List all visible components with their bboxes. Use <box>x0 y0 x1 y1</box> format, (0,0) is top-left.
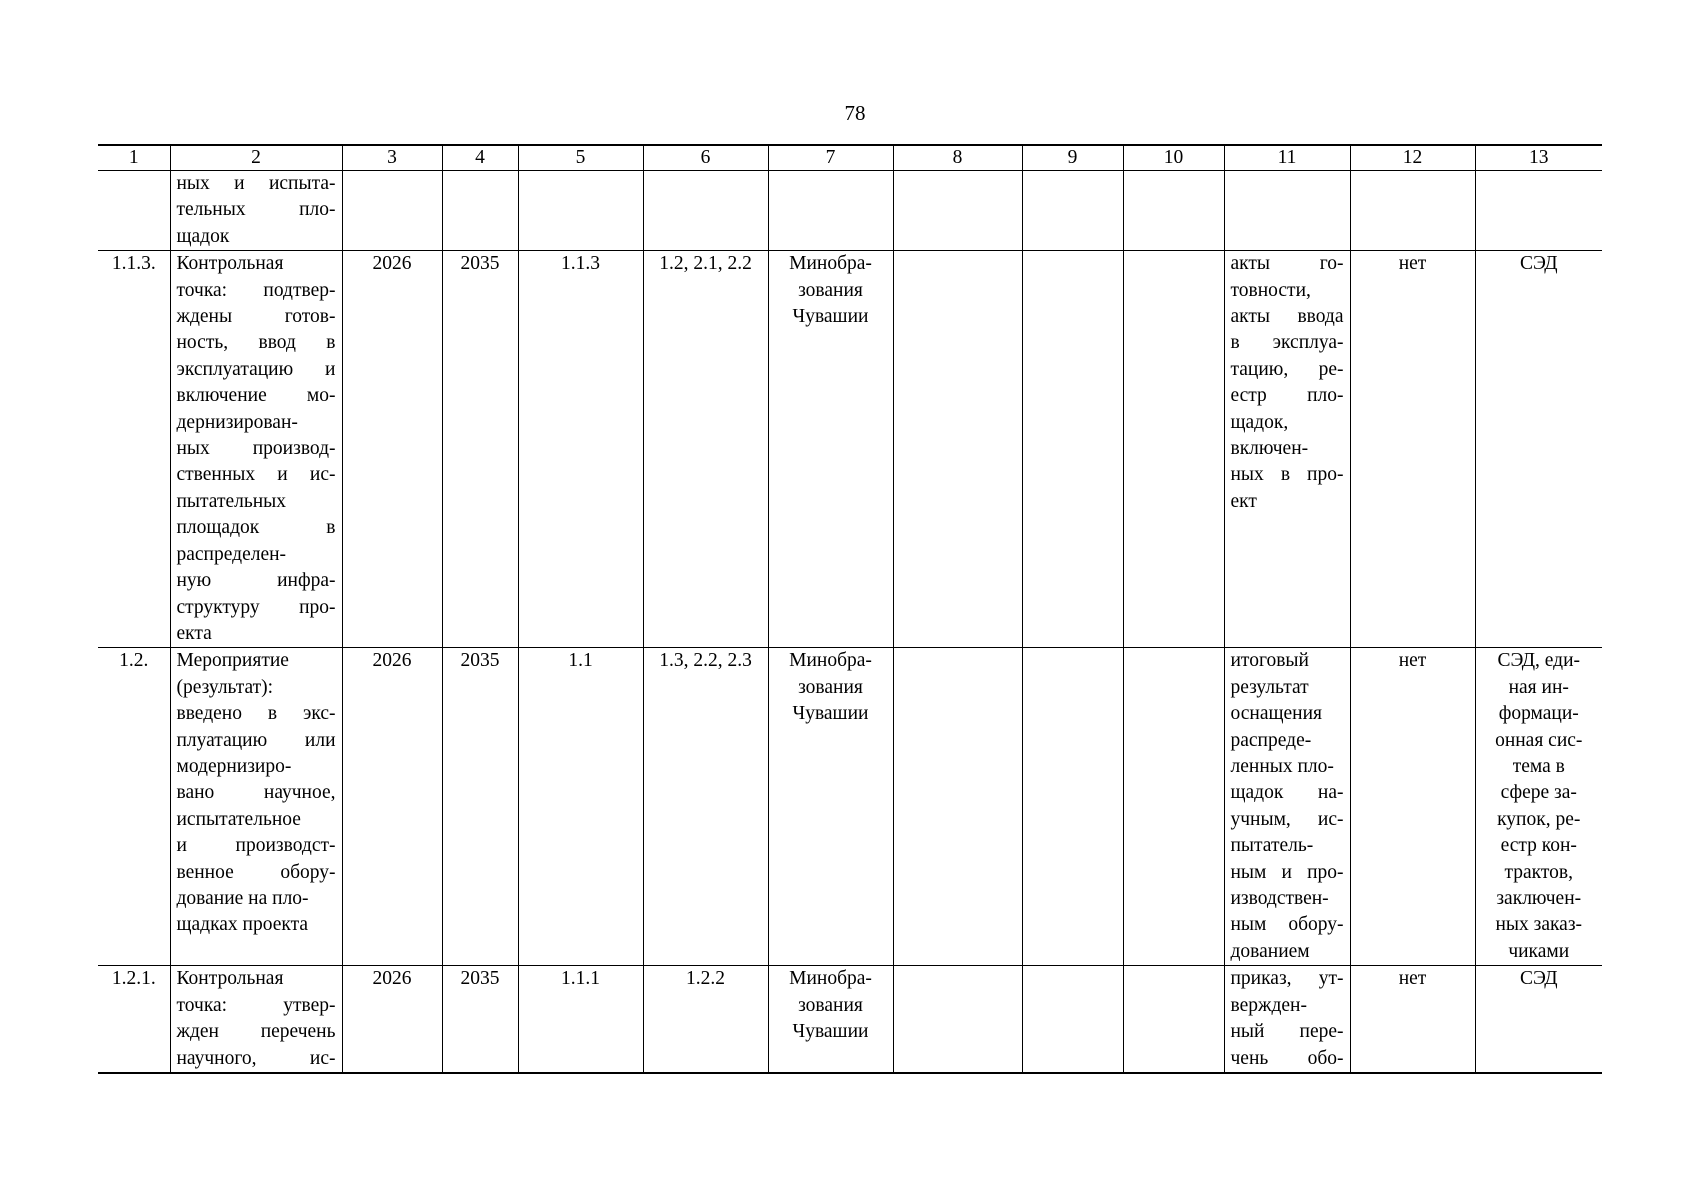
cell-col10 <box>1123 648 1224 966</box>
text-line: распределен- <box>176 543 287 565</box>
cell-col10 <box>1123 966 1224 1073</box>
text-line: ленных пло- <box>1230 755 1334 777</box>
text-line: вано научное, <box>176 782 336 804</box>
text-line: эксплуатацию и <box>176 358 336 380</box>
cell-system <box>1475 171 1602 251</box>
text-line: естр пло- <box>1230 385 1344 407</box>
text-line: в эксплуа- <box>1230 332 1344 354</box>
text-line: зования <box>798 994 863 1016</box>
cell-start-year: 2026 <box>342 648 442 966</box>
cell-col6 <box>643 171 768 251</box>
cell-end-year: 2035 <box>442 251 518 648</box>
text-line: СЭД <box>1519 253 1558 275</box>
text-line: вержден- <box>1230 994 1307 1016</box>
text-line: Чувашии <box>792 1021 869 1043</box>
cell-col9 <box>1022 171 1123 251</box>
text-line: заключен- <box>1496 887 1582 909</box>
text-line: формаци- <box>1498 703 1579 725</box>
text-line: ным и про- <box>1230 861 1344 883</box>
cell-document <box>1224 171 1350 251</box>
cell-col5 <box>518 171 643 251</box>
text-line: Минобра- <box>789 650 872 672</box>
text-line: ную инфра- <box>176 570 336 592</box>
cell-start-year: 2026 <box>342 966 442 1073</box>
text-line: точка: подтвер- <box>176 279 336 301</box>
cell-number <box>98 171 170 251</box>
text-line: щадок на- <box>1230 782 1344 804</box>
text-line: учным, ис- <box>1230 808 1344 830</box>
text-line: ных и испыта- <box>176 173 336 194</box>
cell-col10 <box>1123 171 1224 251</box>
table-row <box>98 966 1602 1073</box>
text-line: оснащения <box>1230 703 1322 725</box>
cell-col5: 1.1.1 <box>518 966 643 1073</box>
text-line: акты ввода <box>1230 306 1344 328</box>
header-row <box>98 145 1602 171</box>
text-line: ный пере- <box>1230 1021 1344 1043</box>
column-header: 9 <box>1022 145 1123 171</box>
text-line: дование на пло- <box>176 887 309 909</box>
cell-description <box>170 648 342 966</box>
cell-col6: 1.3, 2.2, 2.3 <box>643 648 768 966</box>
column-header: 11 <box>1224 145 1350 171</box>
text-line: модернизиро- <box>176 755 292 777</box>
cell-col12: нет <box>1350 251 1475 648</box>
cell-col5: 1.1.3 <box>518 251 643 648</box>
text-line: сфере за- <box>1500 782 1577 804</box>
cell-description <box>170 251 342 648</box>
text-line: ная ин- <box>1508 676 1569 698</box>
text-line: трактов, <box>1504 861 1573 883</box>
cell-col8 <box>893 966 1022 1073</box>
text-line: Минобра- <box>789 968 872 990</box>
text-line: акты го- <box>1230 253 1344 275</box>
text-line: ных производ- <box>176 438 336 460</box>
text-line: щадок, <box>1230 411 1289 433</box>
text-line: щадках проекта <box>176 914 309 936</box>
cell-description <box>170 966 342 1073</box>
cell-system <box>1475 648 1602 966</box>
column-header: 5 <box>518 145 643 171</box>
cell-number: 1.2. <box>98 648 170 966</box>
text-line: чиками <box>1508 940 1570 962</box>
column-header: 7 <box>768 145 893 171</box>
column-header: 2 <box>170 145 342 171</box>
text-line: онная сис- <box>1495 729 1583 751</box>
cell-description <box>170 171 342 251</box>
text-line: точка: утвер- <box>176 994 336 1016</box>
text-line: пытательных <box>176 490 287 512</box>
text-line: ждены готов- <box>176 306 336 328</box>
cell-col12 <box>1350 171 1475 251</box>
cell-col9 <box>1022 251 1123 648</box>
column-header: 1 <box>98 145 170 171</box>
text-line: щадок <box>176 225 230 247</box>
column-header: 3 <box>342 145 442 171</box>
cell-col8 <box>893 648 1022 966</box>
text-line: итоговый <box>1230 650 1309 672</box>
cell-end-year: 2035 <box>442 648 518 966</box>
cell-col12: нет <box>1350 966 1475 1073</box>
text-line: распреде- <box>1230 729 1312 751</box>
cell-responsible <box>768 251 893 648</box>
column-header: 12 <box>1350 145 1475 171</box>
text-line: ных в про- <box>1230 464 1344 486</box>
cell-end-year <box>442 171 518 251</box>
cell-system <box>1475 251 1602 648</box>
text-line: купок, ре- <box>1497 808 1581 830</box>
text-line: дованием <box>1230 940 1310 962</box>
cell-document <box>1224 966 1350 1073</box>
text-line: изводствен- <box>1230 887 1329 909</box>
text-line: тема в <box>1512 755 1565 777</box>
text-line: товности, <box>1230 279 1311 301</box>
text-line: ных заказ- <box>1495 914 1583 936</box>
text-line: зования <box>798 279 863 301</box>
cell-col6: 1.2.2 <box>643 966 768 1073</box>
cell-col10 <box>1123 251 1224 648</box>
text-line: ственных и ис- <box>176 464 336 486</box>
text-line: Контрольная <box>176 253 284 275</box>
table-row <box>98 251 1602 648</box>
text-line: естр кон- <box>1500 835 1577 857</box>
cell-end-year: 2035 <box>442 966 518 1073</box>
text-line: ект <box>1230 490 1257 512</box>
text-line: научного, ис- <box>176 1047 336 1069</box>
text-line: и производст- <box>176 835 336 857</box>
text-line: испытательное <box>176 808 301 830</box>
cell-col8 <box>893 171 1022 251</box>
text-line: венное обору- <box>176 861 336 883</box>
text-line: пытатель- <box>1230 835 1314 857</box>
column-header: 6 <box>643 145 768 171</box>
text-line: плуатацию или <box>176 729 336 751</box>
text-line: включение мо- <box>176 385 336 407</box>
text-line: результат <box>1230 676 1309 698</box>
column-header: 13 <box>1475 145 1602 171</box>
cell-number: 1.1.3. <box>98 251 170 648</box>
text-line: дернизирован- <box>176 411 298 433</box>
cell-document <box>1224 648 1350 966</box>
text-line: тацию, ре- <box>1230 358 1344 380</box>
cell-document <box>1224 251 1350 648</box>
text-line: введено в экс- <box>176 703 336 725</box>
text-line: ность, ввод в <box>176 332 336 354</box>
cell-start-year <box>342 171 442 251</box>
text-line: Контрольная <box>176 968 284 990</box>
cell-system <box>1475 966 1602 1073</box>
text-line: Мероприятие <box>176 650 289 672</box>
column-header: 10 <box>1123 145 1224 171</box>
text-line: (результат): <box>176 676 274 698</box>
text-line: Чувашии <box>792 703 869 725</box>
page-number: 78 <box>844 101 866 125</box>
text-line: тельных пло- <box>176 199 336 221</box>
column-header: 8 <box>893 145 1022 171</box>
cell-col9 <box>1022 966 1123 1073</box>
cell-col6: 1.2, 2.1, 2.2 <box>643 251 768 648</box>
text-line: включен- <box>1230 438 1309 460</box>
text-line: чень обо- <box>1230 1047 1344 1069</box>
text-line: структуру про- <box>176 596 336 618</box>
text-line: СЭД, еди- <box>1497 650 1581 672</box>
text-line: Минобра- <box>789 253 872 275</box>
text-line: ным обору- <box>1230 914 1344 936</box>
text-line: екта <box>176 622 212 644</box>
cell-number: 1.2.1. <box>98 966 170 1073</box>
text-line: приказ, ут- <box>1230 968 1344 990</box>
cell-col12: нет <box>1350 648 1475 966</box>
table-row <box>98 171 1602 251</box>
cell-col9 <box>1022 648 1123 966</box>
cell-col5: 1.1 <box>518 648 643 966</box>
column-header: 4 <box>442 145 518 171</box>
table-row <box>98 648 1602 966</box>
document-table <box>98 144 1602 1074</box>
text-line: зования <box>798 676 863 698</box>
text-line: СЭД <box>1519 968 1558 990</box>
cell-col8 <box>893 251 1022 648</box>
cell-start-year: 2026 <box>342 251 442 648</box>
cell-responsible <box>768 966 893 1073</box>
cell-responsible <box>768 648 893 966</box>
text-line: площадок в <box>176 517 336 539</box>
text-line: Чувашии <box>792 306 869 328</box>
text-line: жден перечень <box>176 1021 336 1043</box>
cell-responsible <box>768 171 893 251</box>
